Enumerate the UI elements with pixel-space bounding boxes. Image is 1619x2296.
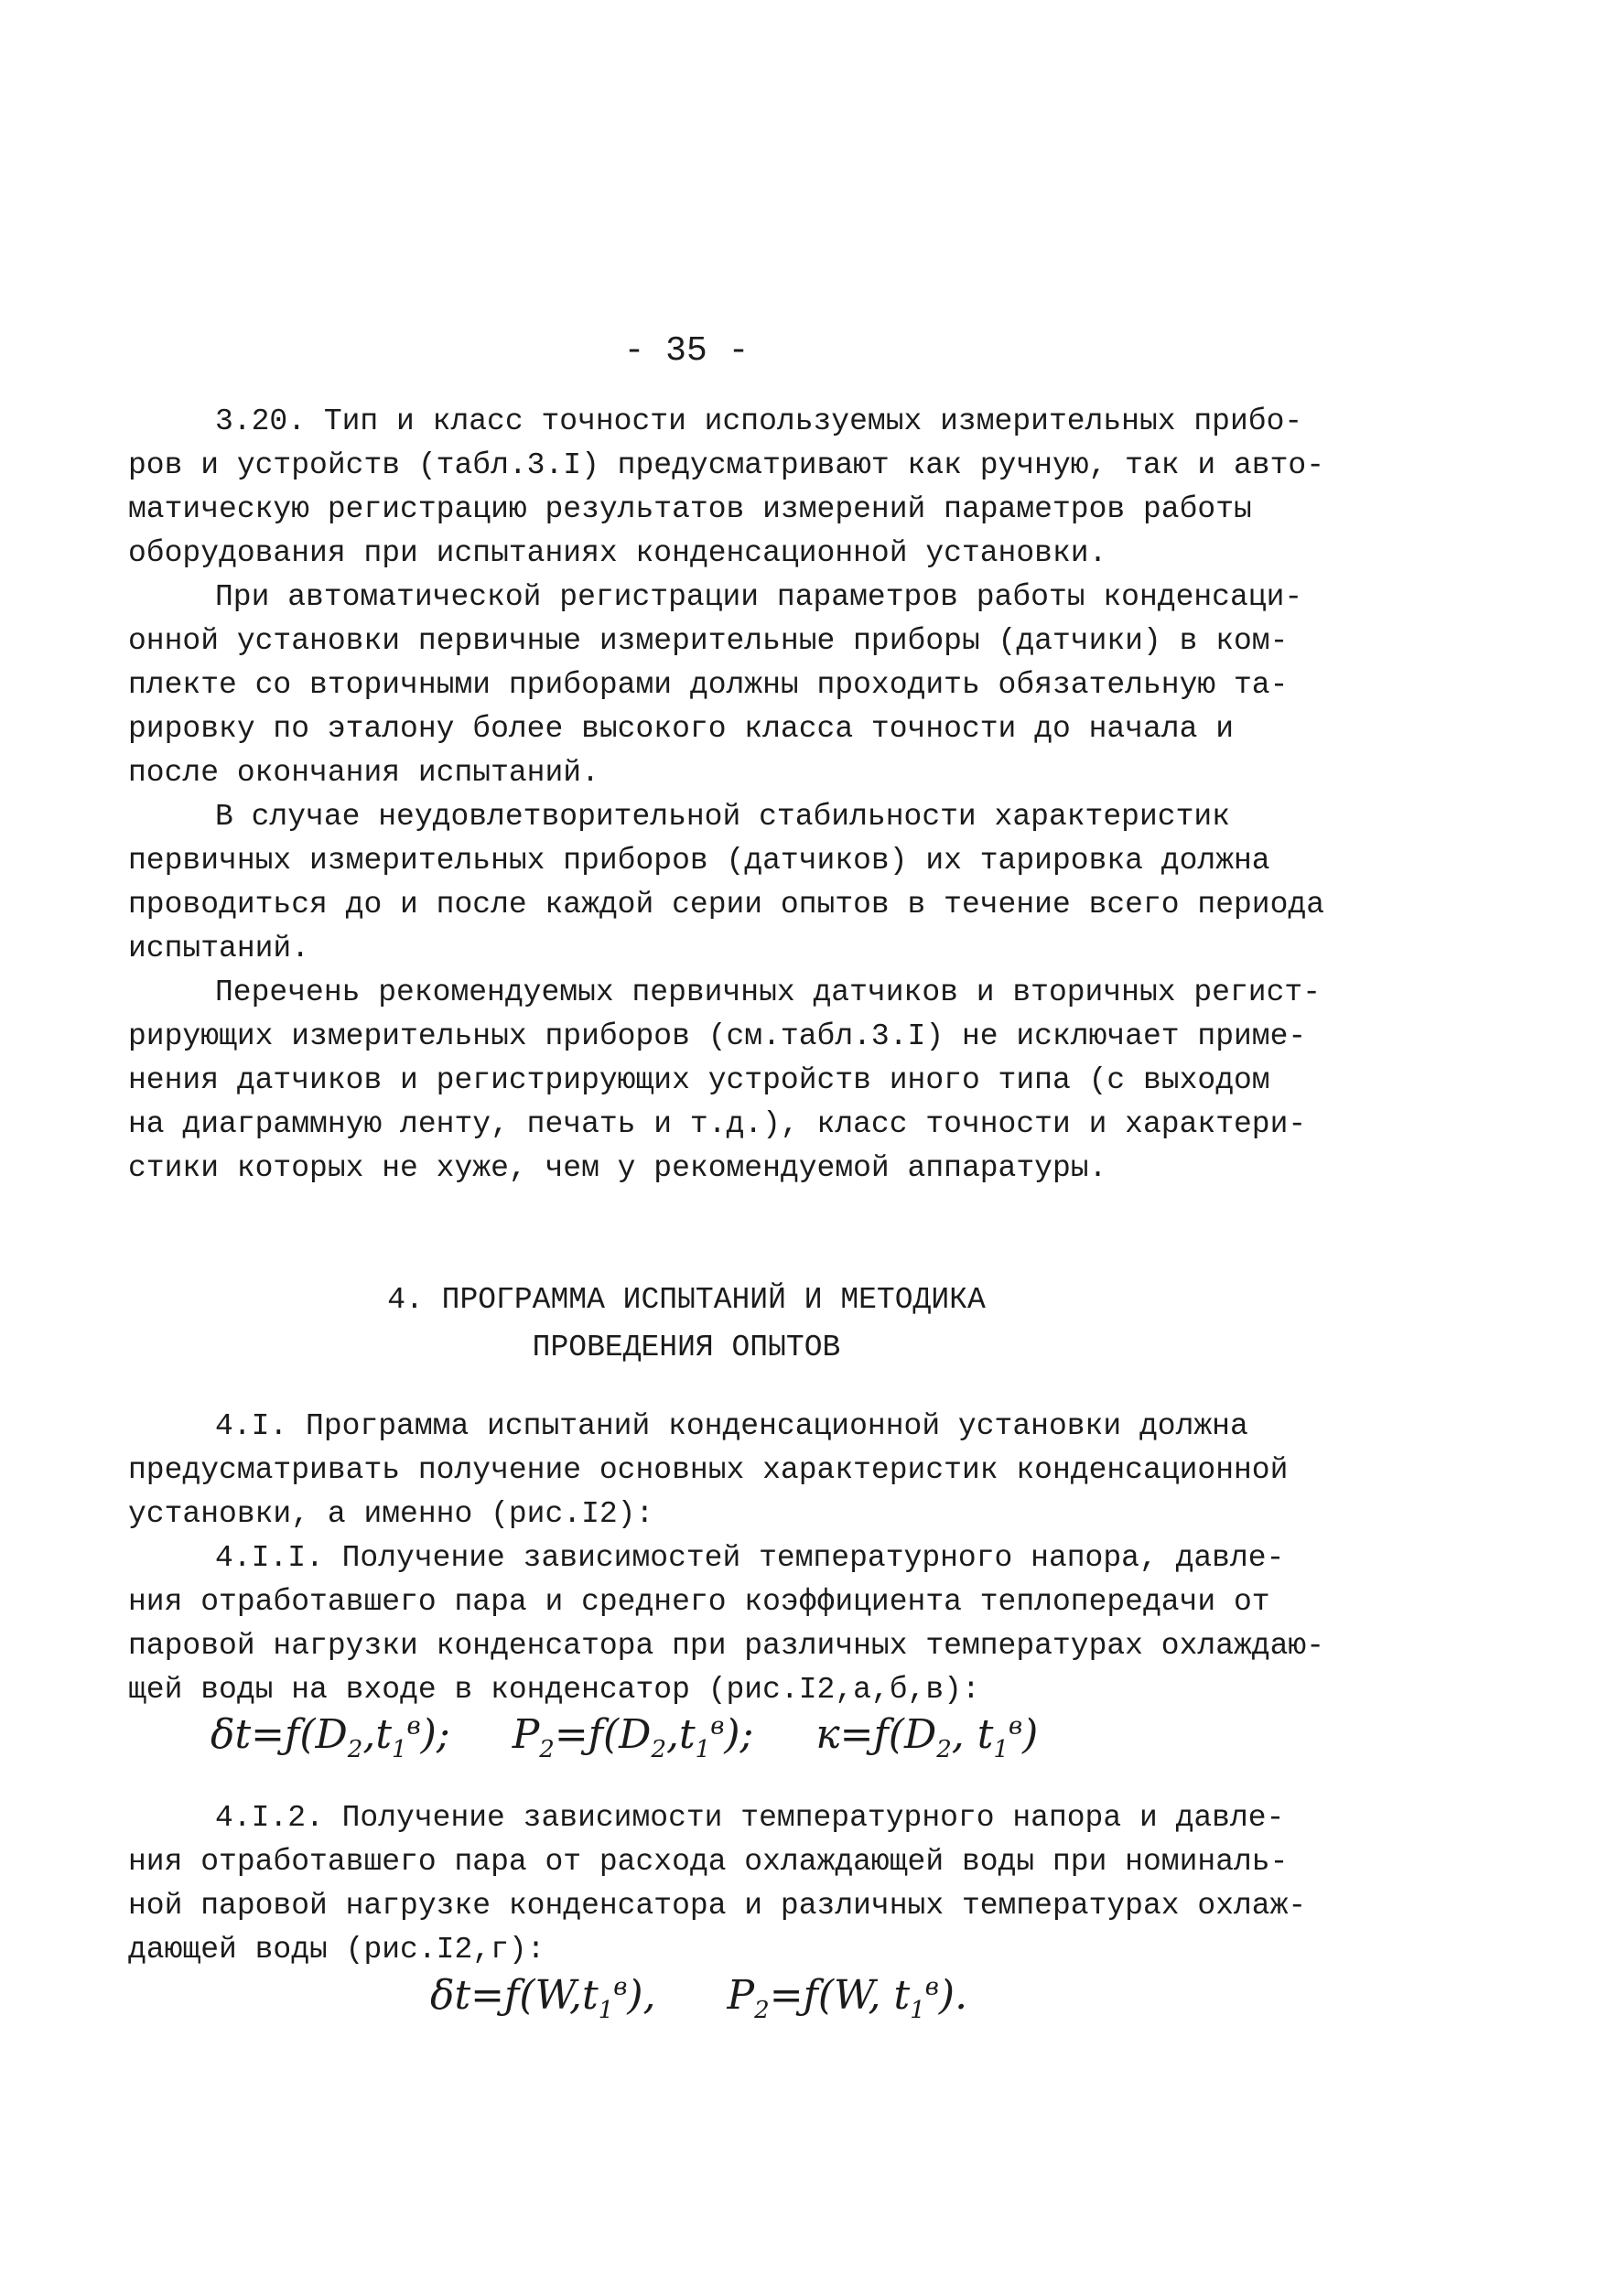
page-number: - 35 -	[623, 331, 750, 371]
text-line: плекте со вторичными приборами должны проходить обязательную та-	[128, 668, 1289, 702]
section-3-20-text	[128, 400, 1325, 1191]
formula-text: δt=ƒ(D	[210, 1711, 348, 1758]
text-line: испытаний.	[128, 932, 310, 965]
section-4-title	[0, 1277, 1373, 1372]
text-line: после окончания испытаний.	[128, 756, 599, 790]
formula-subscript: 1	[993, 1735, 1009, 1763]
text-line: ния отработавшего пара и среднего коэффициента теплопередачи от	[128, 1585, 1270, 1619]
text-line: ров и устройств (табл.3.I) предусматривают как ручную, так и авто-	[128, 448, 1325, 482]
formula-text: , t	[951, 1711, 994, 1758]
formula-subscript: 1	[695, 1735, 711, 1763]
paragraph-4-1	[128, 1405, 1318, 1536]
formula-text: ,t	[362, 1711, 392, 1758]
text-line: оборудования при испытаниях конденсационной установки.	[128, 536, 1107, 570]
text-line: рирующих измерительных приборов (см.табл.3.I) не исключает приме-	[128, 1019, 1307, 1053]
section-title-line: 4. ПРОГРАММА ИСПЫТАНИЙ И МЕТОДИКА	[387, 1283, 986, 1317]
paragraph-4-1-1	[128, 1536, 1325, 1712]
formula-superscript: в	[710, 1712, 725, 1741]
formula-text: ).	[938, 1972, 968, 2019]
paragraph-4-1-2	[128, 1796, 1318, 1972]
formula-text: P	[512, 1711, 540, 1758]
formula-subscript: 2	[539, 1735, 555, 1763]
text-line: 4.I.2. Получение зависимости температурного напора и давле-	[215, 1801, 1285, 1835]
formula-text: =ƒ(W, t	[769, 1972, 911, 2019]
text-line: 4.I. Программа испытаний конденсационной установки должна	[215, 1409, 1248, 1443]
formula-superscript: в	[613, 1973, 628, 2001]
formula-text: ),	[627, 1972, 656, 2019]
text-line: При автоматической регистрации параметров работы конденсаци-	[215, 580, 1303, 614]
formula-subscript: 1	[910, 1996, 925, 2024]
text-line: матическую регистрацию результатов измерений параметров работы	[128, 492, 1252, 526]
formula-text: ,t	[666, 1711, 696, 1758]
text-line: Перечень рекомендуемых первичных датчиков и вторичных регист-	[215, 976, 1321, 1009]
text-line: 3.20. Тип и класс точности используемых измерительных прибо-	[215, 404, 1303, 438]
text-line: В случае неудовлетворительной стабильности характеристик	[215, 800, 1230, 834]
text-line: рировку по эталону более высокого класса точности до начала и	[128, 712, 1234, 746]
formula-subscript: 1	[598, 1996, 614, 2024]
text-line: проводиться до и после каждой серии опытов в течение всего периода	[128, 888, 1325, 922]
formula-1	[210, 1711, 1038, 1763]
formula-superscript: в	[406, 1712, 421, 1741]
text-line: первичных измерительных приборов (датчиков) их тарировка должна	[128, 844, 1270, 878]
text-line: паровой нагрузки конденсатора при различных температурах охлаждаю-	[128, 1629, 1325, 1663]
formula-text: =ƒ(D	[554, 1711, 652, 1758]
text-line: онной установки первичные измерительные приборы (датчики) в ком-	[128, 624, 1289, 658]
section-title-line: ПРОВЕДЕНИЯ ОПЫТОВ	[532, 1331, 841, 1364]
text-line: стики которых не хуже, чем у рекомендуемой аппаратуры.	[128, 1151, 1107, 1185]
formula-text: P	[727, 1972, 755, 2019]
text-line: дающей воды (рис.I2,г):	[128, 1933, 545, 1967]
formula-subscript: 2	[347, 1735, 363, 1763]
formula-text: δt=ƒ(W,t	[430, 1972, 599, 2019]
formula-subscript: 2	[651, 1735, 666, 1763]
formula-superscript: в	[1008, 1712, 1023, 1741]
text-line: 4.I.I. Получение зависимостей температурного напора, давле-	[215, 1541, 1285, 1575]
formula-2	[430, 1972, 967, 2024]
formula-text: );	[420, 1711, 450, 1758]
formula-superscript: в	[924, 1973, 939, 2001]
text-line: нения датчиков и регистрирующих устройств иного типа (с выходом	[128, 1063, 1270, 1097]
formula-text: );	[724, 1711, 754, 1758]
formula-subscript: 2	[754, 1996, 770, 2024]
text-line: предусматривать получение основных характеристик конденсационной	[128, 1453, 1289, 1487]
text-line: на диаграммную ленту, печать и т.д.), класс точности и характери-	[128, 1107, 1307, 1141]
formula-subscript: 1	[392, 1735, 407, 1763]
text-line: щей воды на входе в конденсатор (рис.I2,а,б,в):	[128, 1673, 980, 1707]
formula-text: )	[1022, 1711, 1039, 1758]
formula-subscript: 2	[936, 1735, 952, 1763]
text-line: ния отработавшего пара от расхода охлаждающей воды при номиналь-	[128, 1845, 1289, 1879]
formula-text: к=ƒ(D	[815, 1711, 937, 1758]
text-line: ной паровой нагрузке конденсатора и различных температурах охлаж-	[128, 1889, 1307, 1923]
text-line: установки, а именно (рис.I2):	[128, 1497, 654, 1531]
